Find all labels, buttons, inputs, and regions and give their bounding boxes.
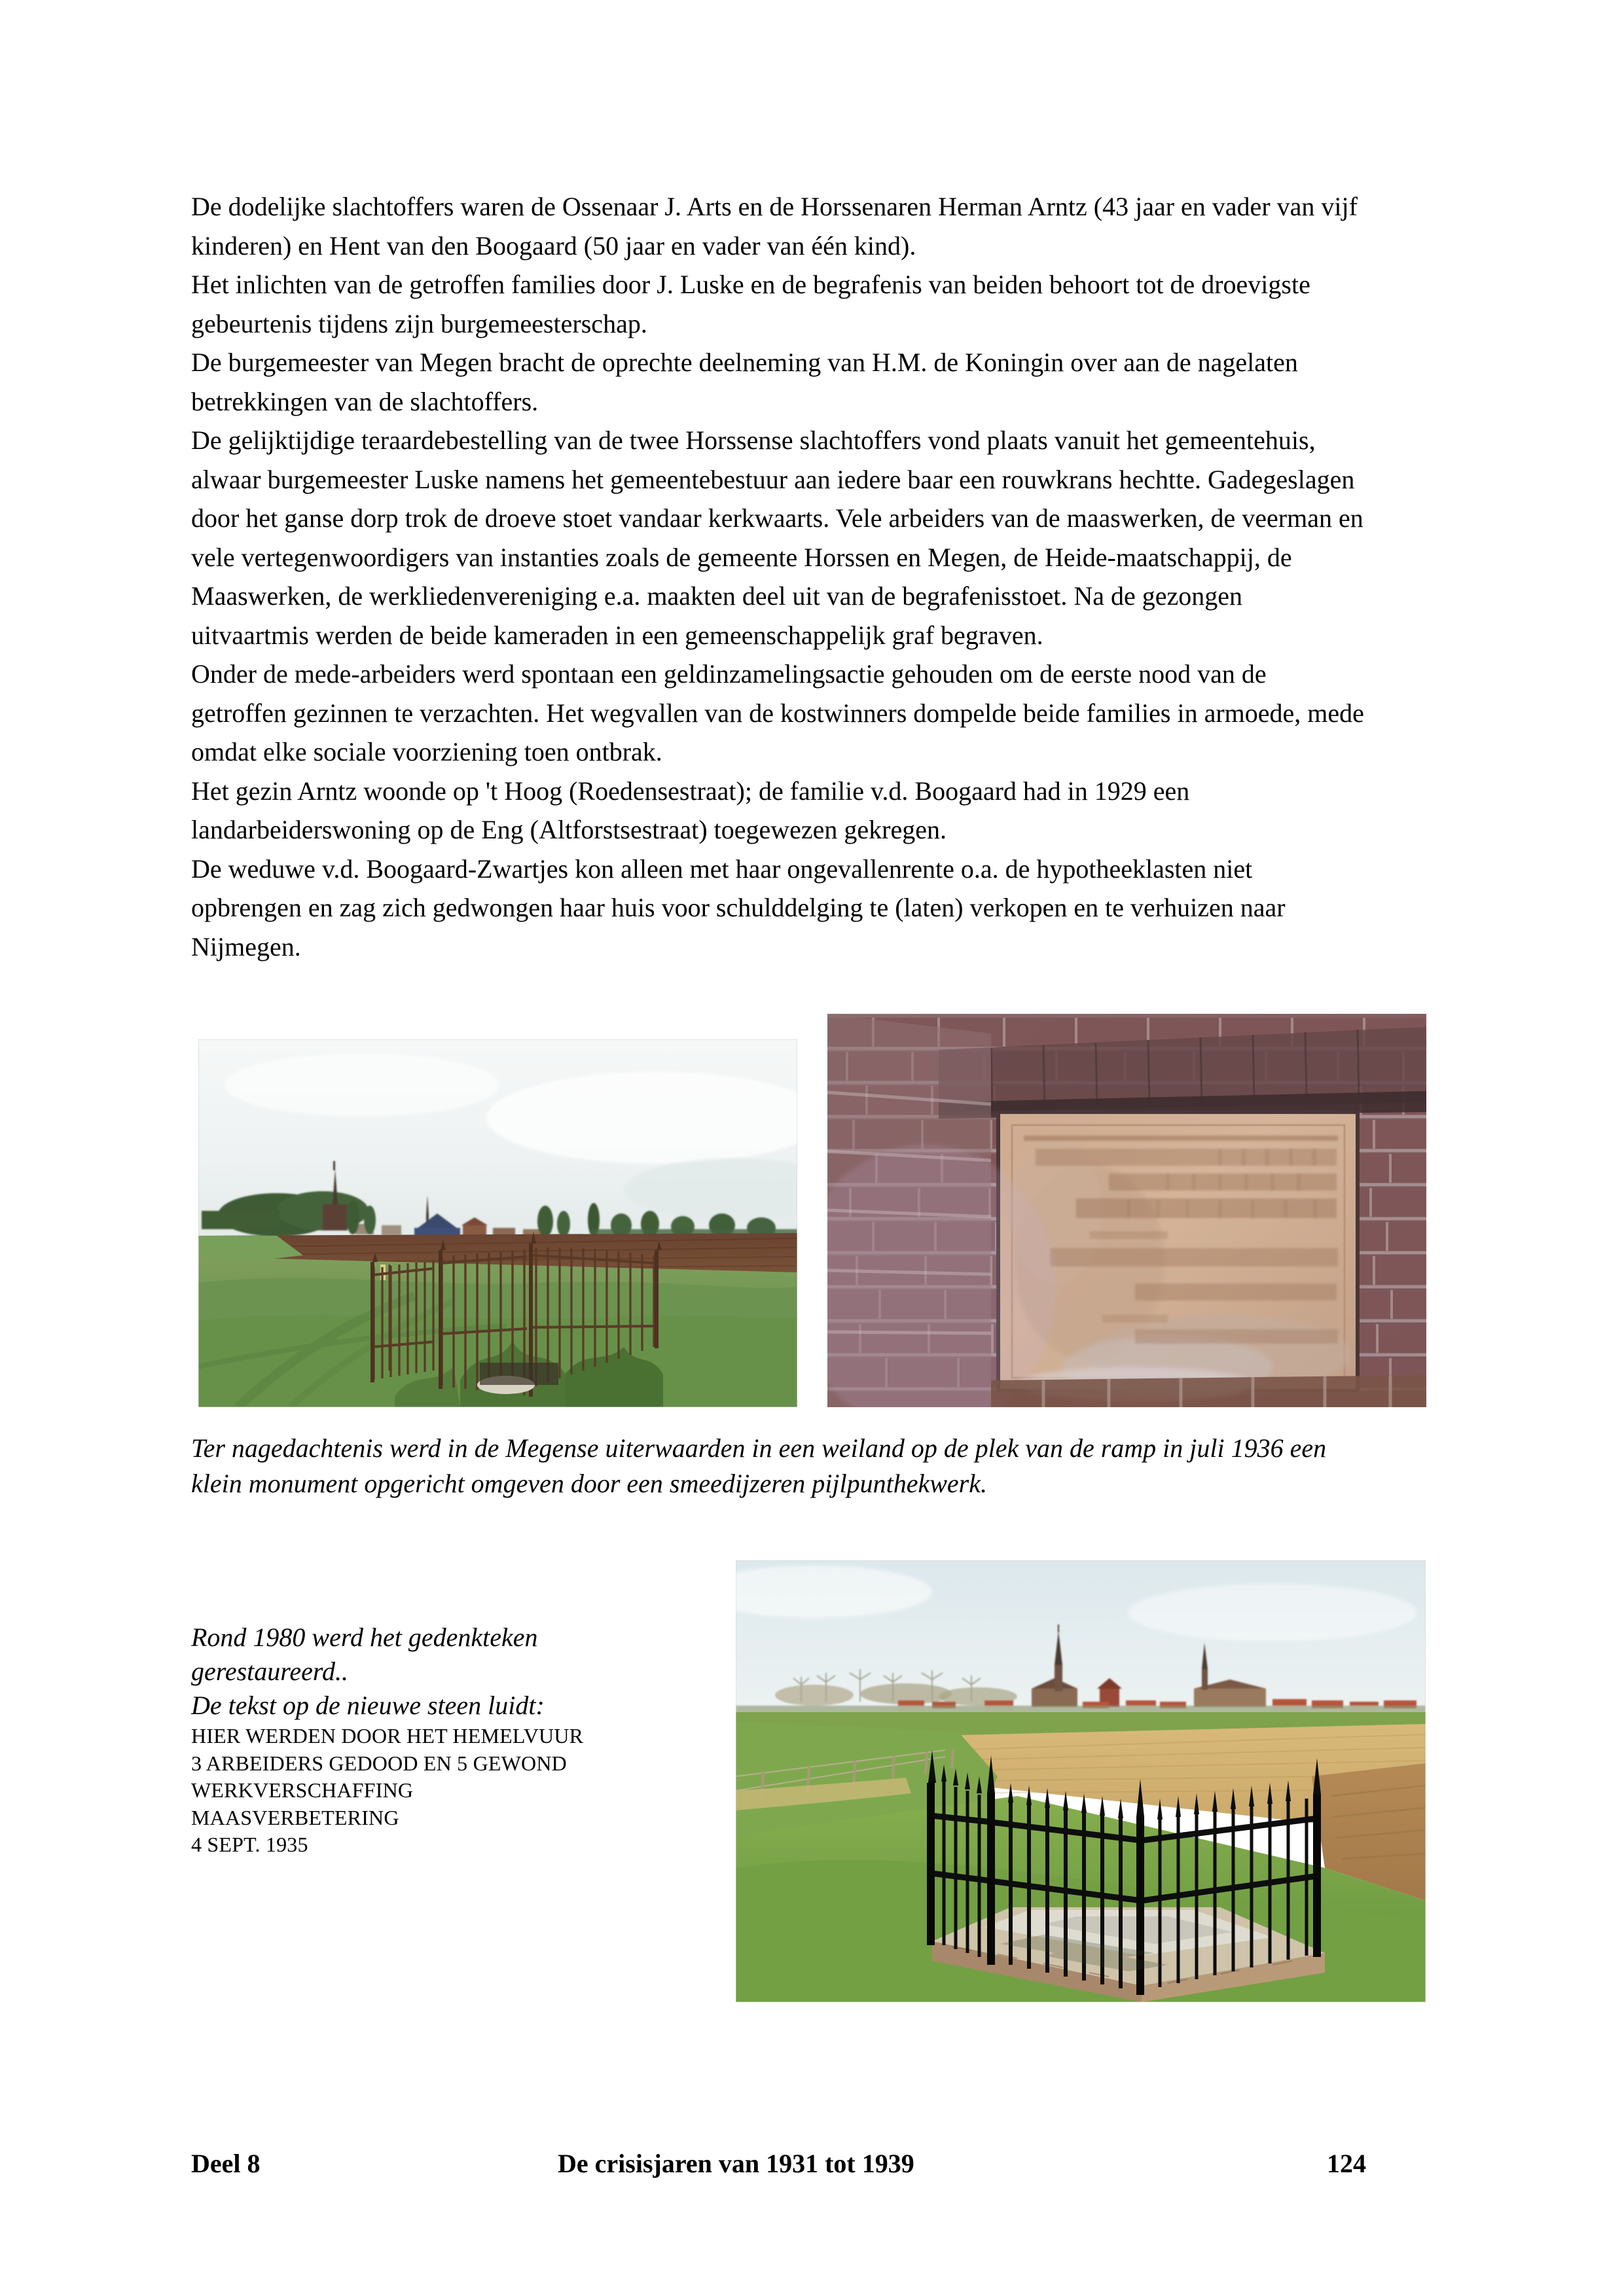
body-paragraph: De dodelijke slachtoffers waren de Ossenaar J. Arts en de Horssenaren Herman Arntz (43 jaar en vader van vijf kinderen) en Hent van den Boogaard (50 jaar en vader van één kind). (191, 192, 1358, 260)
restoration-line: gerestaureerd.. (191, 1657, 348, 1686)
restoration-line: Rond 1980 werd het gedenkteken (191, 1623, 538, 1652)
body-paragraph: Het gezin Arntz woonde op 't Hoog (Roedensestraat); de familie v.d. Boogaard had in 1929 een landarbeiderswoning op de Eng (Altforstsestraat) toegewezen gekregen. (191, 776, 1190, 844)
body-paragraph: De weduwe v.d. Boogaard-Zwartjes kon alleen met haar ongevallenrente o.a. de hypotheeklasten niet opbrengen en zag zich gedwongen haar huis voor schulddelging te (laten) verkopen en te verhuizen naar Nijmegen. (191, 853, 1286, 961)
stone-plaque-in-brick-wall-photo (827, 1014, 1426, 1407)
stone-inscription-line: 4 SEPT. 1935 (191, 1833, 308, 1856)
body-paragraph: De burgemeester van Megen bracht de oprechte deelneming van H.M. de Koningin over aan de nagelaten betrekkingen van de slachtoffers. (191, 348, 1298, 416)
stone-inscription-line: HIER WERDEN DOOR HET HEMELVUUR (191, 1724, 584, 1748)
footer-chapter-title: De crisisjaren van 1931 tot 1939 (558, 2149, 914, 2178)
body-paragraph: Onder de mede-arbeiders werd spontaan een geldinzamelingsactie gehouden om de eerste nood van de getroffen gezinnen te verzachten. Het wegvallen van de kostwinners dompelde beide families in armoede, mede omdat elke sociale voorziening toen ontbrak. (191, 659, 1364, 766)
stone-inscription-line: 3 ARBEIDERS GEDOOD EN 5 GEWOND (191, 1751, 567, 1775)
restored-monument-photo (736, 1560, 1426, 2002)
footer-page-number: 124 (1327, 2149, 1366, 2178)
bottom-brick-course (991, 1375, 1426, 1407)
figure-caption-1936-monument: Ter nagedachtenis werd in de Megense uiterwaarden in een weiland op de plek van de ramp in juli 1936 een klein monument opgericht omgeven door een smeedijzeren pijlpunthekwerk. (191, 1433, 1327, 1498)
restored-monument-illustration (736, 1560, 1426, 2002)
restoration-line: De tekst op de nieuwe steen luidt: (191, 1691, 545, 1720)
old-monument-in-field-illustration (198, 1039, 797, 1407)
body-text-block (191, 187, 1366, 966)
stone-inscription-line: WERKVERSCHAFFING (191, 1778, 414, 1802)
body-paragraph: Het inlichten van de getroffen families door J. Luske en de begrafenis van beiden behoort tot de droevigste gebeurtenis tijdens zijn burgemeesterschap. (191, 270, 1310, 338)
stone-inscription-line: MAASVERBETERING (191, 1805, 399, 1829)
restoration-text-block (191, 1621, 689, 1859)
body-paragraph: De gelijktijdige teraardebestelling van de twee Horssense slachtoffers vond plaats vanuit het gemeentehuis, alwaar burgemeester Luske namens het gemeentebestuur aan iedere baar een rouwkrans hechtte. Gadegeslagen door het ganse dorp trok de droeve stoet vandaar kerkwaarts. Vele arbeiders van de maaswerken, de veerman en vele vertegenwoordigers van instanties zoals de gemeente Horssen en Megen, de Heide-maatschappij, de Maaswerken, de werkliedenvereniging e.a. maakten deel uit van de begrafenisstoet. Na de gezongen uitvaartmis werden de beide kameraden in een gemeenschappelijk graf begraven. (191, 425, 1363, 650)
footer-part-label: Deel 8 (191, 2149, 261, 2178)
old-monument-in-field-photo (198, 1039, 797, 1407)
stone-plaque-illustration (827, 1014, 1426, 1407)
